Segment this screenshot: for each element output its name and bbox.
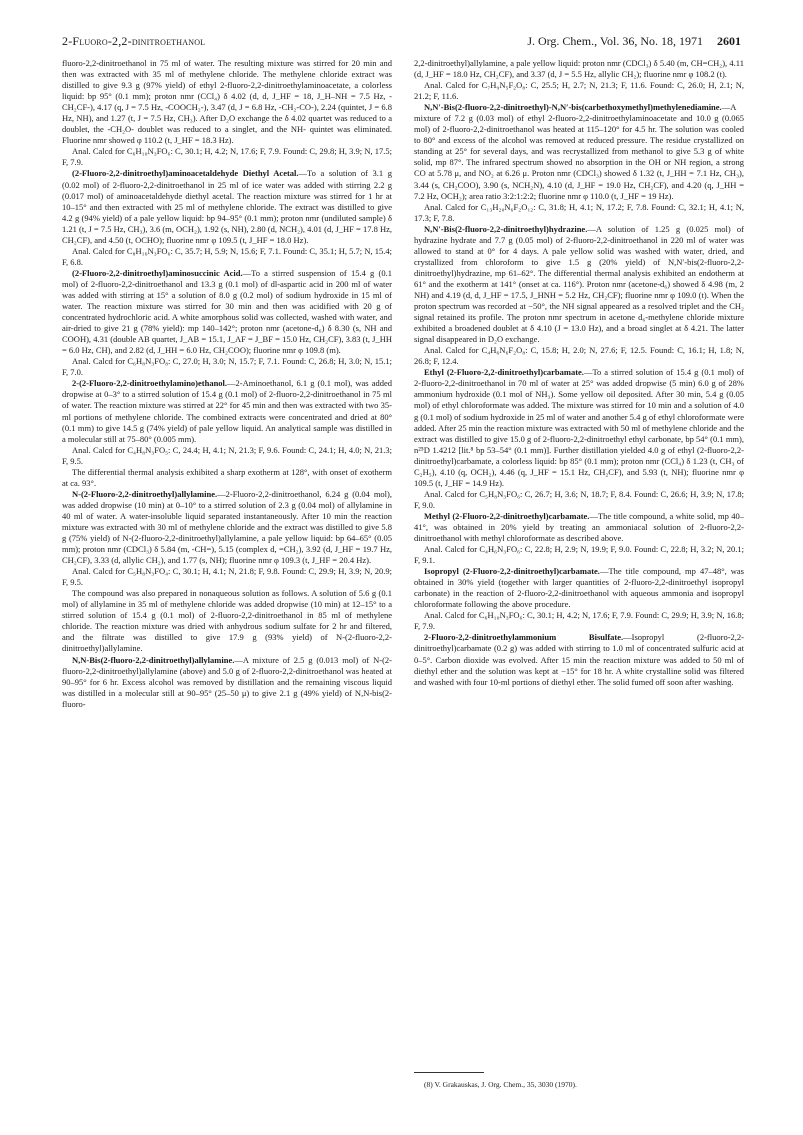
paragraph-text: Anal. Calcd for C₅H₈N₃FO₄: C, 30.1; H, 4.1; N, 21.8; F, 9.8. Found: C, 29.9; H, 3.9; N, 20.9; F, 9.5. bbox=[62, 566, 392, 588]
paragraph bbox=[414, 102, 744, 201]
paragraph-heading: 2-Fluoro-2,2-dinitroethylammonium Bisulfate. bbox=[424, 632, 624, 643]
left-column bbox=[62, 58, 392, 710]
paragraph-text: —A mixture of 2.5 g (0.013 mol) of N-(2-fluoro-2,2-dinitroethyl)allylamine (above) and 5.0 g of 2-fluoro-2,2-dinitroethanol was heated at 90–95° for 6 hr. Excess alcohol was removed by distillation and the remaining viscous liquid was distilled in a molecular still at 90–95° (25–50 μ) to give 2.1 g (49% yield) of N,N-bis(2-fluoro- bbox=[62, 654, 392, 709]
paragraph-text: —2-Aminoethanol, 6.1 g (0.1 mol), was added dropwise at 0–3° to a stirred solution of 15.4 g (0.1 mol) of 2-fluoro-2,2-dinitroethanol in 75 ml of water. The reaction mixture was stirred at 22° for 45 min and then was extracted with two 35-ml portions of methylene chloride. The combined extracts were concentrated and dried at 80° (0.1 mm) to give 14.5 g (74% yield) of pale yellow liquid. An analytical sample was distilled in a molecular still at 75–80° (0.005 mm). bbox=[62, 378, 392, 444]
paragraph-text: —To a stirred solution of 15.4 g (0.1 mol) of 2-fluoro-2,2-dinitroethanol in 70 ml of water at 25° was added dropwise (5 min) 6.0 g of 28% ammonium hydroxide (0.1 mol of NH₃). Some yellow oil deposited. After 30 min, 5.4 g (0.05 mol) of ethyl chloroformate was added. The mixture was stirred for 10 min and a solution of 4.0 g (0.1 mol) of sodium hydroxide in 25 ml of water and another 5.4 g of ethyl chloroformate were added. After 25 min the reaction mixture was extracted with 50 ml of methylene chloride and the extract was distilled to give 15.0 g of 2-fluoro-2,2-dinitroethyl ethyl carbonate, bp 54° (0.1 mm), n²⁵D 1.4212 [lit.⁸ bp 53–54° (0.1 mm)]. Further distillation yielded 4.0 g of ethyl (2-fluoro-2,2-dinitroethyl)carbamate, a colorless liquid: bp 85° (0.1 mm); proton nmr (CCl₄) δ 1.23 (t, CH₃ of C₂H₅), 4.10 (q, OCH₂), 4.46 (q, J_HF = 15.1 Hz, CH₂CF), and 5.93 (t, NH); fluorine nmr φ 109.5 (t, J_HF = 14.9 Hz). bbox=[414, 367, 745, 488]
paragraph-text: The differential thermal analysis exhibited a sharp exotherm at 128°, with onset of exotherm at ca. 93°. bbox=[62, 466, 392, 488]
paragraph-text: —To a stirred suspension of 15.4 g (0.1 mol) of 2-fluoro-2,2-dinitroethanol and 13.3 g (0.1 mol) of dl-aspartic acid in 200 ml of water was added with stirring at 15° a solution of 8.0 g (0.2 mol) of sodium hydroxide in 15 ml of water. The reaction mixture was stirred for 30 min and then was acidified with 20 g of concentrated hydrochloric acid. A white amorphous solid was collected, washed with water, and air-dried to give 21 g (78% yield): mp 140–142°; proton nmr (acetone-d₆) δ 8.30 (s, NH and COOH), 4.31 (double AB quartet, J_AB = 15.1, J_AF = J_BF = 15.0 Hz, CH₂CF), 3.83 (t, J_HH = 6.0 Hz, CH), and 2.82 (d, J_HH = 6.0 Hz, CH₂COO); fluorine nmr φ 109.8 (m). bbox=[62, 267, 392, 356]
page-number: 2601 bbox=[717, 34, 741, 48]
paragraph-text: —To a solution of 3.1 g (0.02 mol) of 2-fluoro-2,2-dinitroethanol in 25 ml of ice water was added with stirring 2.2 g (0.017 mol) of aminoacetaldehyde diethyl acetal. The reaction mixture was stirred for 1 hr at 10–15° and then extracted with 25 ml of methylene chloride. The extract was distilled to give 4.2 g (94% yield) of a pale yellow liquid: bp 94–95° (0.1 mm); proton nmr (undiluted sample) δ 1.21 (t, J = 7.5 Hz, CH₃), 3.6 (m, OCH₂), 1.92 (s, NH), 2.80 (d, NCH₂), 4.01 (d, J_HF = 17.8 Hz, CH₂CF), and 4.50 (t, OCHO); fluorine nmr φ 109.5 (t, J_HF = 18.0 Hz). bbox=[62, 168, 392, 245]
paragraph bbox=[414, 511, 744, 544]
paragraph bbox=[414, 58, 744, 80]
paragraph-heading: (2-Fluoro-2,2-dinitroethyl)aminoacetaldehyde Diethyl Acetal. bbox=[72, 168, 299, 179]
paragraph-heading: 2-(2-Fluoro-2,2-dinitroethylamino)ethanol. bbox=[72, 378, 228, 389]
paragraph bbox=[62, 146, 392, 168]
paragraph bbox=[414, 544, 744, 566]
paragraph bbox=[62, 445, 392, 467]
paragraph bbox=[62, 168, 392, 245]
paragraph bbox=[62, 489, 392, 566]
paragraph-heading: N,N′-Bis(2-fluoro-2,2-dinitroethyl)hydrazine. bbox=[424, 223, 588, 234]
journal-citation: J. Org. Chem., Vol. 36, No. 18, 1971 bbox=[527, 34, 703, 48]
paragraph bbox=[414, 566, 744, 610]
paragraph bbox=[62, 655, 392, 710]
paragraph bbox=[62, 356, 392, 378]
paragraph bbox=[62, 246, 392, 268]
paragraph-text: Anal. Calcd for C₄H₆N₆F₂O₈: C, 15.8; H, 2.0; N, 27.6; F, 12.5. Found: C, 16.1; H, 1.8; N, 26.8; F, 12.4. bbox=[414, 345, 744, 367]
paragraph-text: Anal. Calcd for C₅H₈N₃FO₆: C, 26.7; H, 3.6; N, 18.7; F, 8.4. Found: C, 26.6; H, 3.9; N, 17.8; F, 9.0. bbox=[414, 488, 744, 510]
paragraph bbox=[414, 80, 744, 102]
paragraph bbox=[414, 367, 744, 489]
paragraph-text: —Isopropyl (2-fluoro-2,2-dinitroethyl)carbamate (0.2 g) was added with stirring to 1.0 ml of concentrated sulfuric acid at 0–5°. Carbon dioxide was evolved. After 15 min the reaction mixture was added to 50 ml of diethyl ether and the solution was kept at −15° for 18 hr. A white crystalline solid was filtered and washed with four 10-ml portions of diethyl ether. The solid fumed off soon after washing. bbox=[414, 632, 744, 687]
right-column bbox=[414, 58, 744, 688]
paragraph-heading: N,N-Bis(2-fluoro-2,2-dinitroethyl)allylamine. bbox=[72, 654, 235, 665]
paragraph-text: Anal. Calcd for C₆H₈N₃FO₈: C, 27.0; H, 3.0; N, 15.7; F, 7.1. Found: C, 26.8; H, 3.0; N, 15.1; F, 7.0. bbox=[62, 356, 392, 378]
paragraph-heading: Ethyl (2-Fluoro-2,2-dinitroethyl)carbamate. bbox=[424, 367, 584, 378]
paragraph bbox=[62, 566, 392, 588]
footnote-rule bbox=[414, 1072, 484, 1073]
paragraph-text: Anal. Calcd for C₈H₁₆N₃FO₆: C, 35.7; H, 5.9; N, 15.6; F, 7.1. Found: C, 35.1; H, 5.7; N, 15.4; F, 6.8. bbox=[62, 245, 392, 267]
paragraph bbox=[414, 489, 744, 511]
paragraph-text: —The title compound, a white solid, mp 40–41°, was obtained in 20% yield by treating an ammoniacal solution of 2-fluoro-2,2-dinitroethanol with methyl chloroformate as described above. bbox=[414, 510, 744, 544]
paragraph-text: Anal. Calcd for C₄H₆N₃FO₆: C, 22.8; H, 2.9; N, 19.9; F, 9.0. Found: C, 22.8; H, 3.2; N, 20.1; F, 9.1. bbox=[414, 544, 744, 566]
paragraph-text: 2,2-dinitroethyl)allylamine, a pale yellow liquid: proton nmr (CDCl₃) δ 5.40 (m, CH=CH₂), 4.11 (d, J_HF = 18.0 Hz, CH₂CF), and 3.37 (d, J = 5.5 Hz, allylic CH₂); fluorine nmr φ 108.2 (t). bbox=[414, 58, 744, 80]
paragraph-heading: (2-Fluoro-2,2-dinitroethyl)aminosuccinic Acid. bbox=[72, 267, 243, 278]
paragraph-heading: Methyl (2-Fluoro-2,2-dinitroethyl)carbamate. bbox=[424, 510, 590, 521]
paragraph-text: —2-Fluoro-2,2-dinitroethanol, 6.24 g (0.04 mol), was added dropwise (10 min) at 0–10° to a stirred solution of 2.3 g (0.04 mol) of allylamine in 40 ml of water. A water-insoluble liquid separated instantaneously. After 10 min the reaction mixture was extracted with 30 ml of methylene chloride and the extract was distilled to give 5.8 g (75% yield) of N-(2-fluoro-2,2-dinitroethyl)allylamine, a pale yellow liquid: bp 64–65° (0.05 mm); proton nmr (CDCl₃) δ 5.84 (m, -CH=), 5.15 (complex d, =CH₂), 3.92 (d, J_HF = 19.7 Hz, CH₂CF), 3.33 (d, allylic CH₂), and 1.77 (s, NH); fluorine nmr φ 109.3 (t, J_HF = 20.4 Hz). bbox=[62, 488, 392, 566]
paragraph-text: Anal. Calcd for C₇H₉N₅F₂O₈: C, 25.5; H, 2.7; N, 21.3; F, 11.6. Found: C, 26.0; H, 2.1; N, 21.2; F, 11.6. bbox=[414, 80, 744, 102]
paragraph-text: Anal. Calcd for C₄H₈N₃FO₅: C, 24.4; H, 4.1; N, 21.3; F, 9.6. Found: C, 24.1; H, 4.0; N, 21.3; F, 9.5. bbox=[62, 444, 392, 466]
paragraph-heading: N,N′-Bis(2-fluoro-2,2-dinitroethyl)-N,N′-bis(carbethoxymethyl)methylenediamine. bbox=[424, 102, 722, 113]
paragraph-heading: Isopropyl (2-Fluoro-2,2-dinitroethyl)carbamate. bbox=[424, 566, 600, 577]
running-head-journal bbox=[527, 34, 741, 49]
paragraph-heading: N-(2-Fluoro-2,2-dinitroethyl)allylamine. bbox=[72, 488, 218, 499]
footnote: (8) V. Grakauskas, J. Org. Chem., 35, 3030 (1970). bbox=[424, 1080, 577, 1089]
paragraph bbox=[414, 202, 744, 224]
paragraph-text: —A mixture of 7.2 g (0.03 mol) of ethyl 2-fluoro-2,2-dinitroethylaminoacetate and 10.0 g (0.065 mol) of 2-fluoro-2,2-dinitroethanol was heated at 115–120° for 4.5 hr. The solution was cooled to 80° and excess of the alcohol was removed at reduced pressure. The residue crystallized on standing at 25° for several days, and was recrystallized from methanol to give 5.3 g of white solid, mp 87°. The infrared spectrum showed no absorption in the OH or NH region, a strong CO at 5.78 μ, and NO₂ at 6.26 μ. Proton nmr (CDCl₃) showed δ 1.32 (t, J_HH = 7.1 Hz, CH₃), 3.44 (s, CH₂COO), 3.90 (s, NCH₂N), 4.10 (d, J_HF = 19.0 Hz, CH₂CF), and 4.20 (q, J_HH = 7.2 Hz, OCH₂); area ratio 3:2:1:2:2; fluorine nmr φ 110.0 (t, J_HF = 19 Hz). bbox=[414, 102, 744, 201]
paragraph bbox=[62, 58, 392, 146]
paragraph bbox=[414, 345, 744, 367]
paragraph-text: Anal. Calcd for C₁₃H₂₀N₆F₂O₁₂: C, 31.8; H, 4.1; N, 17.2; F, 7.8. Found: C, 32.1; H, 4.1; N, 17.3; F, 7.8. bbox=[414, 201, 744, 223]
paragraph bbox=[62, 268, 392, 356]
paragraph-text: Anal. Calcd for C₆H₁₀N₃FO₆: C, 30.1; H, 4.2; N, 17.6; F, 7.9. Found: C, 29.9; H, 3.9; N, 16.8; F, 7.9. bbox=[414, 610, 744, 632]
paragraph bbox=[62, 588, 392, 654]
paragraph-text: —The title compound, mp 47–48°, was obtained in 30% yield (together with larger quantities of 2-fluoro-2,2-dinitroethyl isopropyl carbonate) in the reaction of 2-fluoro-2,2-dinitroethanol with aqueous ammonia and isopropyl chloroformate following the above procedure. bbox=[414, 566, 744, 610]
paragraph bbox=[62, 378, 392, 444]
paragraph-text: Anal. Calcd for C₆H₁₀N₃FO₆: C, 30.1; H, 4.2; N, 17.6; F, 7.9. Found: C, 29.8; H, 3.9; N, 17.5; F, 7.9. bbox=[62, 146, 392, 168]
paragraph bbox=[414, 632, 744, 687]
running-head-title: 2-Fluoro-2,2-dinitroethanol bbox=[62, 34, 206, 48]
paragraph bbox=[414, 610, 744, 632]
paragraph-text: —A solution of 1.25 g (0.025 mol) of hydrazine hydrate and 7.7 g (0.05 mol) of 2-fluoro-2,2-dinitroethanol in 220 ml of water was allowed to stand at 0° for 4 days. A pale yellow solid was washed with water, dried, and crystallized from chloroform to give 1.5 g (20% yield) of N,N′-bis(2-fluoro-2,2-dinitroethyl)hydrazine, mp 61–62°. The differential thermal analysis exhibited an endotherm at 61° and the exotherm at 141° (onset at ca. 116°). Proton nmr (acetone-d₆) showed δ 4.98 (m, 2 NH) and 4.19 (d, d, J_HF = 17.5, J_HNH = 5.2 Hz, CH₂CF); fluorine nmr φ 109.0 (t). When the proton spectrum was recorded at −50°, the NH signal appeared as a resolved triplet and the CH₂ signal retained its profile. The proton nmr spectrum in acetone d₆-methylene chloride mixture exhibited a broadened doublet at δ 4.10 (J = 13.0 Hz), and a broad singlet at δ 4.21. The latter signal disappeared in D₂O exchange. bbox=[414, 223, 744, 345]
paragraph-text: The compound was also prepared in nonaqueous solution as follows. A solution of 5.6 g (0.1 mol) of allylamine in 35 ml of methylene chloride was added dropwise (10 min) at 12–15° to a stirred solution of 15.4 g (0.1 mol) of 2-fluoro-2,2-dinitroethanol in 85 ml of methylene chloride. The reaction mixture was dried with anhydrous sodium sulfate for 2 hr and filtered, and the filtrate was distilled to give 17.9 g (93% yield) of N-(2-fluoro-2,2-dinitroethyl)allylamine. bbox=[62, 588, 392, 654]
paragraph-text: fluoro-2,2-dinitroethanol in 75 ml of water. The resulting mixture was stirred for 20 min and then was extracted with 35 ml of methylene chloride. The methylene chloride extract was distilled to give 9.3 g (97% yield) of ethyl 2-fluoro-2,2-dinitroethylaminoacetate, a colorless liquid: bp 95° (0.1 mm); proton nmr (CCl₄) δ 4.02 (d, d, J_HF = 18, J_H–NH = 7.5 Hz, -CH₂CF-), 4.17 (q, J = 7.5 Hz, -COOCH₂-), 3.47 (d, J = 6.8 Hz, -CH₂-CO-), 2.24 (quintet, J = 6.8 Hz, NH), and 1.27 (t, J = 7.5 Hz, CH₃). After D₂O exchange the δ 4.02 quartet was reduced to a doublet, the -CH₂O- doublet was reduced to a singlet, and the NH- quintet was eliminated. Fluorine nmr showed φ 110.2 (t, J_HF = 18.3 Hz). bbox=[62, 58, 392, 146]
paragraph bbox=[62, 467, 392, 489]
paragraph bbox=[414, 224, 744, 346]
